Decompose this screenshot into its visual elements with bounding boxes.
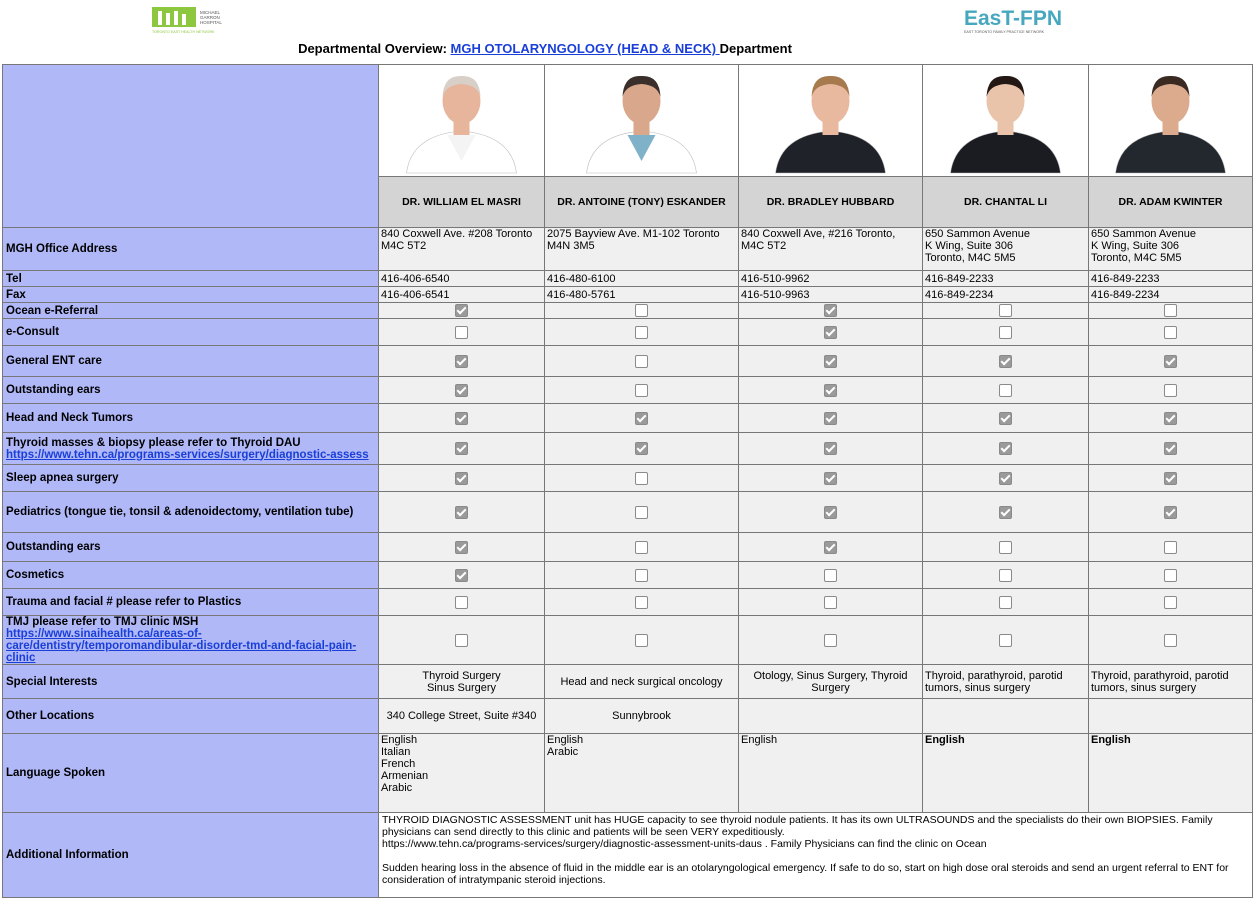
checked-checkbox[interactable] [999,506,1012,519]
feature-label-text: Trauma and facial # please refer to Plastics [6,596,242,608]
checkbox-cell [545,492,739,533]
feature-label-text: e-Consult [6,326,60,338]
title-prefix: Departmental Overview: [298,41,451,56]
checkbox-cell [923,562,1089,589]
checked-checkbox[interactable] [824,412,837,425]
checkbox-cell [923,433,1089,465]
checkbox-cell [545,303,739,319]
feature-label [3,465,379,492]
language-row-value: English [1089,734,1253,813]
feature-label [3,377,379,404]
checkbox-cell [923,533,1089,562]
feature-label-text: General ENT care [6,355,102,367]
checkbox-cell [1089,492,1253,533]
checkbox-cell [545,346,739,377]
doctor-name: DR. CHANTAL LI [923,177,1089,228]
checked-checkbox[interactable] [1164,506,1177,519]
checked-checkbox[interactable] [824,304,837,317]
unchecked-checkbox[interactable] [999,304,1012,317]
checked-checkbox[interactable] [455,541,468,554]
checked-checkbox[interactable] [455,384,468,397]
svg-text:EasT-FPN: EasT-FPN [964,7,1063,30]
checkbox-cell [379,533,545,562]
doctor-photo-cell [739,65,923,177]
other-locations-row-value [923,699,1089,734]
checked-checkbox[interactable] [455,569,468,582]
tel-row-value: 416-406-6540 [379,271,545,287]
doctor-photo-cell [923,65,1089,177]
feature-label [3,404,379,433]
checkbox-cell [1089,404,1253,433]
doctor-name: DR. ANTOINE (TONY) ESKANDER [545,177,739,228]
checkbox-cell [739,589,923,616]
feature-label-text: Outstanding ears [6,541,101,553]
feature-row [3,404,1253,433]
checked-checkbox[interactable] [1164,472,1177,485]
checkbox-cell [545,465,739,492]
special-interests-row-value: Thyroid, parathyroid, parotid tumors, sinus surgery [923,665,1089,699]
doctor-photo [739,65,922,173]
other-locations-row-label: Other Locations [3,699,379,734]
checkbox-cell [545,616,739,665]
unchecked-checkbox[interactable] [1164,326,1177,339]
checkbox-cell [739,533,923,562]
additional-info-row [3,813,1253,898]
departmental-overview-table [2,64,1253,898]
fax-row-value: 416-406-6541 [379,287,545,303]
unchecked-checkbox[interactable] [999,384,1012,397]
checkbox-cell [739,433,923,465]
office-address-row [3,228,1253,271]
checkbox-cell [379,377,545,404]
checked-checkbox[interactable] [824,442,837,455]
checked-checkbox[interactable] [824,355,837,368]
tel-row-value: 416-480-6100 [545,271,739,287]
feature-label [3,492,379,533]
checkbox-cell [1089,319,1253,346]
feature-label [3,616,379,665]
checkbox-cell [545,533,739,562]
checked-checkbox[interactable] [999,355,1012,368]
unchecked-checkbox[interactable] [455,596,468,609]
checkbox-cell [739,303,923,319]
tel-row-value: 416-849-2233 [923,271,1089,287]
feature-row [3,533,1253,562]
unchecked-checkbox[interactable] [635,596,648,609]
checkbox-cell [1089,346,1253,377]
unchecked-checkbox[interactable] [999,569,1012,582]
east-fpn-logo [964,4,1063,34]
checkbox-cell [923,616,1089,665]
feature-label-text: Ocean e-Referral [6,304,99,317]
feature-row [3,303,1253,319]
checkbox-cell [379,465,545,492]
language-row-label: Language Spoken [3,734,379,813]
svg-text:TORONTO EAST HEALTH NETWORK: TORONTO EAST HEALTH NETWORK [152,30,215,34]
checkbox-cell [545,319,739,346]
feature-label [3,433,379,465]
checkbox-cell [379,589,545,616]
checkbox-cell [923,303,1089,319]
checkbox-cell [379,562,545,589]
tel-row-value: 416-849-2233 [1089,271,1253,287]
michael-garron-hospital-logo [152,5,232,35]
feature-row [3,465,1253,492]
feature-row [3,589,1253,616]
checked-checkbox[interactable] [824,384,837,397]
language-row-value: English Italian French Armenian Arabic [379,734,545,813]
doctor-name: DR. WILLIAM EL MASRI [379,177,545,228]
checkbox-cell [1089,465,1253,492]
checkbox-cell [739,346,923,377]
unchecked-checkbox[interactable] [635,472,648,485]
checked-checkbox[interactable] [635,412,648,425]
checkbox-cell [1089,433,1253,465]
doctor-photo-cell [1089,65,1253,177]
special-interests-row [3,665,1253,699]
checkbox-cell [379,616,545,665]
checkbox-cell [923,346,1089,377]
feature-label [3,562,379,589]
unchecked-checkbox[interactable] [635,541,648,554]
unchecked-checkbox[interactable] [455,326,468,339]
checkbox-cell [379,404,545,433]
checkbox-cell [923,492,1089,533]
checked-checkbox[interactable] [455,442,468,455]
checked-checkbox[interactable] [824,472,837,485]
feature-label [3,533,379,562]
unchecked-checkbox[interactable] [1164,634,1177,647]
unchecked-checkbox[interactable] [635,506,648,519]
referral-link[interactable]: https://www.tehn.ca/programs-services/surgery/diagnostic-assess [6,448,369,461]
unchecked-checkbox[interactable] [999,326,1012,339]
svg-text:GARRON: GARRON [200,15,220,20]
tel-row-label: Tel [3,271,379,287]
checked-checkbox[interactable] [824,326,837,339]
unchecked-checkbox[interactable] [635,326,648,339]
feature-label-text: Sleep apnea surgery [6,472,119,484]
doctor-photo-cell [379,65,545,177]
fax-row-label: Fax [3,287,379,303]
special-interests-row-value: Thyroid, parathyroid, parotid tumors, sinus surgery [1089,665,1253,699]
unchecked-checkbox[interactable] [1164,541,1177,554]
title-suffix: Department [719,41,792,56]
checkbox-cell [1089,562,1253,589]
checked-checkbox[interactable] [1164,442,1177,455]
feature-label-text: TMJ please refer to TMJ clinic MSH [6,616,199,628]
additional-info-label: Additional Information [3,813,379,898]
feature-row [3,562,1253,589]
special-interests-row-value: Thyroid Surgery Sinus Surgery [379,665,545,699]
checkbox-cell [379,319,545,346]
checkbox-cell [545,404,739,433]
office-address-row-value: 2075 Bayview Ave. M1-102 Toronto M4N 3M5 [545,228,739,271]
other-locations-row [3,699,1253,734]
other-locations-row-value: Sunnybrook [545,699,739,734]
checkbox-cell [923,404,1089,433]
doctor-photo-cell [545,65,739,177]
checked-checkbox[interactable] [1164,355,1177,368]
fax-row-value: 416-849-2234 [1089,287,1253,303]
checkbox-cell [545,562,739,589]
unchecked-checkbox[interactable] [1164,304,1177,317]
checked-checkbox[interactable] [455,304,468,317]
doctor-photo [1089,65,1252,173]
feature-row [3,346,1253,377]
unchecked-checkbox[interactable] [824,569,837,582]
checkbox-cell [923,589,1089,616]
checked-checkbox[interactable] [455,355,468,368]
referral-link[interactable]: https://www.sinaihealth.ca/areas-of-care/dentistry/temporomandibular-disorder-tmd-and-facial-pain-clinic [6,628,357,664]
feature-label-text: Thyroid masses & biopsy please refer to Thyroid DAU [6,436,301,449]
language-row-value: English Arabic [545,734,739,813]
language-row-value: English [923,734,1089,813]
fax-row-value: 416-510-9963 [739,287,923,303]
additional-info-text: THYROID DIAGNOSTIC ASSESSMENT unit has HUGE capacity to see thyroid nodule patients. It has its own ULTRASOUNDS and the specialists do their own BIOPSIES. Family physicians can send directly to this clinic and patients will be seen VERY expeditiously. https://www.tehn.ca/programs-services/surgery/diagnostic-assessment-units-daus . Family Physicians can find the clinic on Ocean Sudden hearing loss in the absence of fluid in the middle ear is an otolaryngological emergency. If safe to do so, start on high dose oral steroids and send an urgent referral to ENT for consideration of intratympanic steroid injections. [379,813,1253,898]
checkbox-cell [1089,533,1253,562]
checkbox-cell [1089,303,1253,319]
language-row-value: English [739,734,923,813]
doctor-photo [379,65,544,173]
other-locations-row-value [739,699,923,734]
department-link[interactable]: MGH OTOLARYNGOLOGY (HEAD & NECK) [450,41,720,56]
language-row [3,734,1253,813]
doctor-name: DR. BRADLEY HUBBARD [739,177,923,228]
svg-text:HOSPITAL: HOSPITAL [200,20,222,25]
checkbox-cell [545,589,739,616]
unchecked-checkbox[interactable] [824,634,837,647]
checkbox-cell [739,492,923,533]
office-address-row-value: 650 Sammon Avenue K Wing, Suite 306 Toronto, M4C 5M5 [1089,228,1253,271]
unchecked-checkbox[interactable] [999,596,1012,609]
fax-row-value: 416-480-5761 [545,287,739,303]
checkbox-cell [545,377,739,404]
unchecked-checkbox[interactable] [1164,596,1177,609]
feature-row [3,319,1253,346]
checkbox-cell [923,465,1089,492]
unchecked-checkbox[interactable] [455,634,468,647]
feature-row [3,433,1253,465]
feature-label-text: Pediatrics (tongue tie, tonsil & adenoidectomy, ventilation tube) [6,506,354,518]
special-interests-row-value: Otology, Sinus Surgery, Thyroid Surgery [739,665,923,699]
unchecked-checkbox[interactable] [635,355,648,368]
fax-row [3,287,1253,303]
other-locations-row-value [1089,699,1253,734]
checkbox-cell [1089,616,1253,665]
feature-row [3,616,1253,665]
page-title [0,41,1090,56]
unchecked-checkbox[interactable] [824,596,837,609]
checkbox-cell [923,377,1089,404]
fax-row-value: 416-849-2234 [923,287,1089,303]
feature-label-text: Head and Neck Tumors [6,412,133,424]
feature-label-text: Cosmetics [6,569,65,581]
office-address-row-value: 840 Coxwell Ave. #208 Toronto M4C 5T2 [379,228,545,271]
checkbox-cell [379,492,545,533]
office-address-row-value: 650 Sammon Avenue K Wing, Suite 306 Toronto, M4C 5M5 [923,228,1089,271]
checkbox-cell [379,433,545,465]
checked-checkbox[interactable] [824,506,837,519]
checked-checkbox[interactable] [635,442,648,455]
checkbox-cell [545,433,739,465]
svg-text:MICHAEL: MICHAEL [200,10,221,15]
tel-row [3,271,1253,287]
feature-label [3,319,379,346]
special-interests-row-label: Special Interests [3,665,379,699]
feature-label [3,303,379,319]
unchecked-checkbox[interactable] [999,541,1012,554]
unchecked-checkbox[interactable] [999,634,1012,647]
unchecked-checkbox[interactable] [1164,569,1177,582]
checked-checkbox[interactable] [455,472,468,485]
checked-checkbox[interactable] [455,412,468,425]
unchecked-checkbox[interactable] [635,569,648,582]
feature-row [3,492,1253,533]
feature-label [3,346,379,377]
photo-row [3,65,1253,177]
checkbox-cell [739,562,923,589]
feature-row [3,377,1253,404]
checkbox-cell [739,616,923,665]
office-address-row-value: 840 Coxwell Ave, #216 Toronto, M4C 5T2 [739,228,923,271]
unchecked-checkbox[interactable] [635,634,648,647]
feature-label [3,589,379,616]
checked-checkbox[interactable] [999,412,1012,425]
svg-text:EAST TORONTO FAMILY PRACTICE N: EAST TORONTO FAMILY PRACTICE NETWORK [964,30,1045,34]
checkbox-cell [739,465,923,492]
doctor-photo [923,65,1088,173]
checked-checkbox[interactable] [999,472,1012,485]
unchecked-checkbox[interactable] [635,384,648,397]
office-address-row-label: MGH Office Address [3,228,379,271]
checkbox-cell [739,377,923,404]
unchecked-checkbox[interactable] [1164,384,1177,397]
checkbox-cell [1089,589,1253,616]
checked-checkbox[interactable] [1164,412,1177,425]
checkbox-cell [379,346,545,377]
tel-row-value: 416-510-9962 [739,271,923,287]
doctor-name: DR. ADAM KWINTER [1089,177,1253,228]
checkbox-cell [379,303,545,319]
special-interests-row-value: Head and neck surgical oncology [545,665,739,699]
checked-checkbox[interactable] [824,541,837,554]
checked-checkbox[interactable] [999,442,1012,455]
other-locations-row-value: 340 College Street, Suite #340 [379,699,545,734]
checkbox-cell [739,404,923,433]
checked-checkbox[interactable] [455,506,468,519]
header-corner [3,65,379,228]
feature-label-text: Outstanding ears [6,384,101,396]
checkbox-cell [1089,377,1253,404]
checkbox-cell [923,319,1089,346]
doctor-photo [545,65,738,173]
checkbox-cell [739,319,923,346]
unchecked-checkbox[interactable] [635,304,648,317]
